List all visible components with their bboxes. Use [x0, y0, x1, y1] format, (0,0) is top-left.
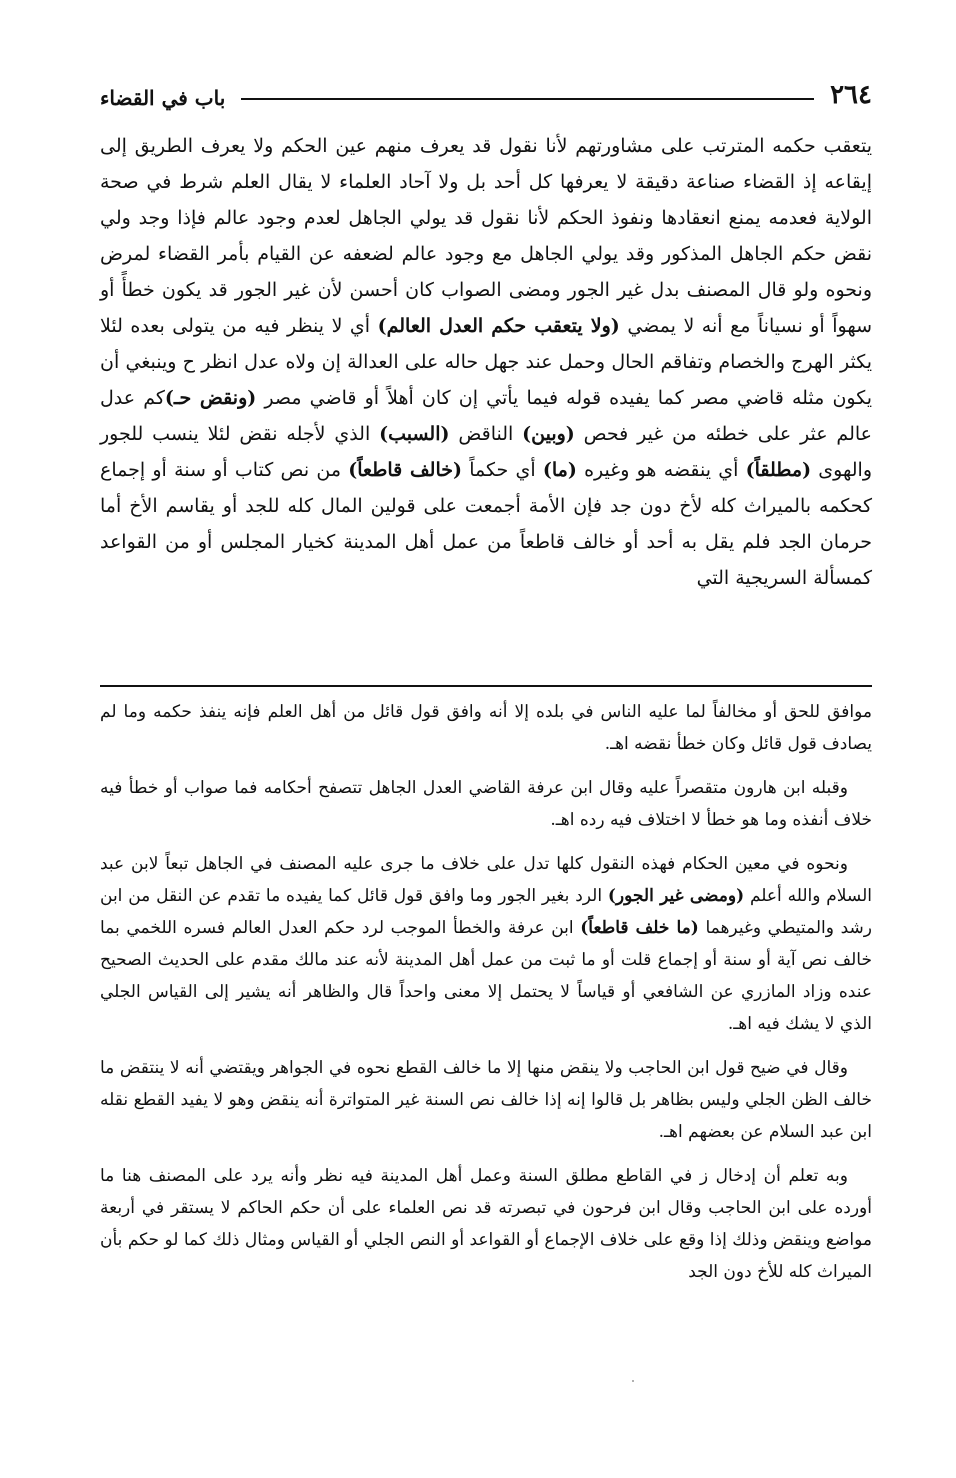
main-text-segment: أي ينقضه هو وغيره [576, 459, 746, 481]
main-text-segment: الذي لأجله نقض لئلا ينسب للجور والهوى [100, 423, 872, 481]
main-text-bold-phrase: (خالف قاطعاً) [348, 459, 462, 481]
footnote-bold-phrase: (ومضى غير الجور) [607, 886, 745, 906]
page-header [100, 70, 872, 110]
main-text-bold-phrase: (السبب) [379, 423, 450, 445]
main-text-bold-phrase: (ونقض حـ) [164, 387, 257, 409]
main-text-bold-phrase: (مطلقاً) [745, 459, 812, 481]
main-text-segment: أي حكماً [462, 459, 543, 481]
main-text-bold-phrase: (ولا يتعقب حكم العدل العالم) [377, 315, 620, 337]
main-text-segment: الناقض [449, 423, 523, 445]
footnote-paragraph-2: وقبله ابن هارون متقصراً عليه وقال ابن عرفة القاضي العدل الجاهل تتصفح أحكامه فما صواب أو خطأ فيه خلاف أنفذه وما هو خطأ لا اختلاف فيه رده اهـ. [100, 778, 872, 830]
footnote-bold-phrase: (ما خلف قاطعاً) [580, 918, 699, 938]
page-number: ٢٦٤ [830, 80, 872, 110]
main-text-segment: أي لا ينظر فيه من يتولى بعده لئلا يكثر الهرج والخصام وتفاقم الحال وحمل عند جهل حاله على العدالة إن ولاه عدل انظر ح وينبغي أن يكون مثله قاضي مصر كما يفيده قوله فيما يأتي إن كان أهلاً أو قاضي مصر [100, 315, 872, 409]
footnote-paragraph-4: وقال في ضيح قول ابن الحاجب ولا ينقض منها إلا ما خالف القطع نحوه في الجواهر ويقتضي أنه لا ينتقض ما خالف الظن الجلي وليس بظاهر بل قالوا إنه إذا خالف نص السنة غير المتواترة أنه ينقض وهو لا يفيد القطع نقله ابن عبد السلام عن بعضهم اهـ. [100, 1058, 872, 1142]
running-title: باب في القضاء [100, 86, 226, 110]
footnote-segment: ابن عرفة والخطأ الموجب لرد حكم العدل العالم فسره اللخمي بما خالف نص آية أو سنة أو إجماع قلت أو ما ثبت من عمل أهل المدينة لأنه عند مالك مقدم على الحديث الصحيح عنده وزاد المازري عن الشافعي أو قياساً لا يحتمل إلا معنى واحداً قال والظاهر أنه يشير إلى القياس الجلي الذي لا يشك فيه اهـ. [100, 918, 872, 1034]
main-text-segment: يتعقب حكمه المترتب على مشاورتهم لأنا نقول قد يعرف منهم عين الحكم ولا يعرف الطريق إلى إيقاعه إذ القضاء صناعة دقيقة لا يعرفها كل أحد بل ولا آحاد العلماء لا يقال العلم شرط في صحة الولاية فعدمه يمنع انعقادها ونفوذ الحكم لأنا نقول قد يولي الجاهل لعدم وجود عالم فإذا وجد ولي نقض حكم الجاهل المذكور وقد يولي الجاهل مع وجود عالم لضعفه عن القيام بأمر القضاء لمرض ونحوه ولو قال المصنف بدل غير الجور ومضى الصواب كان أحسن لأن غير الجور قد يكون خطأً أو سهواً أو نسياناً مع أنه لا يمضي [100, 135, 872, 337]
footnote-segment: الرد بغير الجور وما وافق قول قائل كما يفيده ما تقدم عن النقل من ابن رشد والمتيطي وغيرهما [100, 886, 872, 938]
main-text-segment: من نص كتاب أو سنة أو إجماع كحكمه بالميراث كله لأخ دون جد فإن الأمة أجمعت على قولين المال كله للجد أو يقاسم الأخ أما حرمان الجد فلم يقل به أحد أو خالف قاطعاً من عمل أهل المدينة كخيار المجلس أو من القواعد كمسألة السريجية التي [100, 459, 872, 589]
print-speck [632, 1380, 634, 1382]
footnote-divider [100, 685, 872, 687]
footnote-segment: ونحوه في معين الحكام فهذه النقول كلها تدل على خلاف ما جرى عليه المصنف في الجاهل تبعاً لابن عبد السلام والله أعلم [100, 854, 873, 906]
main-text-bold-phrase: (ما) [542, 459, 577, 481]
footnote-paragraph-3 [100, 848, 872, 1040]
main-text-segment: كم عدل عالم عثر على خطئه من غير فحص [100, 387, 872, 445]
main-text-bold-phrase: (وبين) [522, 423, 575, 445]
footnote-paragraph-1: موافق للحق أو مخالفاً لما عليه الناس في بلده إلا أنه وافق قول قائل من أهل العلم فإنه ينفذ حكمه وما لم يصادف قول قائل وكان خطأ نقضه اهـ. [100, 702, 872, 754]
footnote-paragraph-5: وبه تعلم أن إدخال ز في القاطع مطلق السنة وعمل أهل المدينة فيه نظر وأنه يرد على المصنف هنا ما أورده على ابن الحاجب وقال ابن فرحون في تبصرته قد نص العلماء على أن حكم الحاكم لا يستقر في أربعة مواضع وينقض وذلك إذا وقع على خلاف الإجماع أو القواعد أو النص الجلي أو القياس ومثال ذلك كما لو حكم بأن الميراث كله للأخ دون الجد [100, 1166, 872, 1282]
header-rule [241, 98, 814, 100]
main-text-block [100, 128, 872, 596]
footnotes-block [100, 696, 872, 1300]
